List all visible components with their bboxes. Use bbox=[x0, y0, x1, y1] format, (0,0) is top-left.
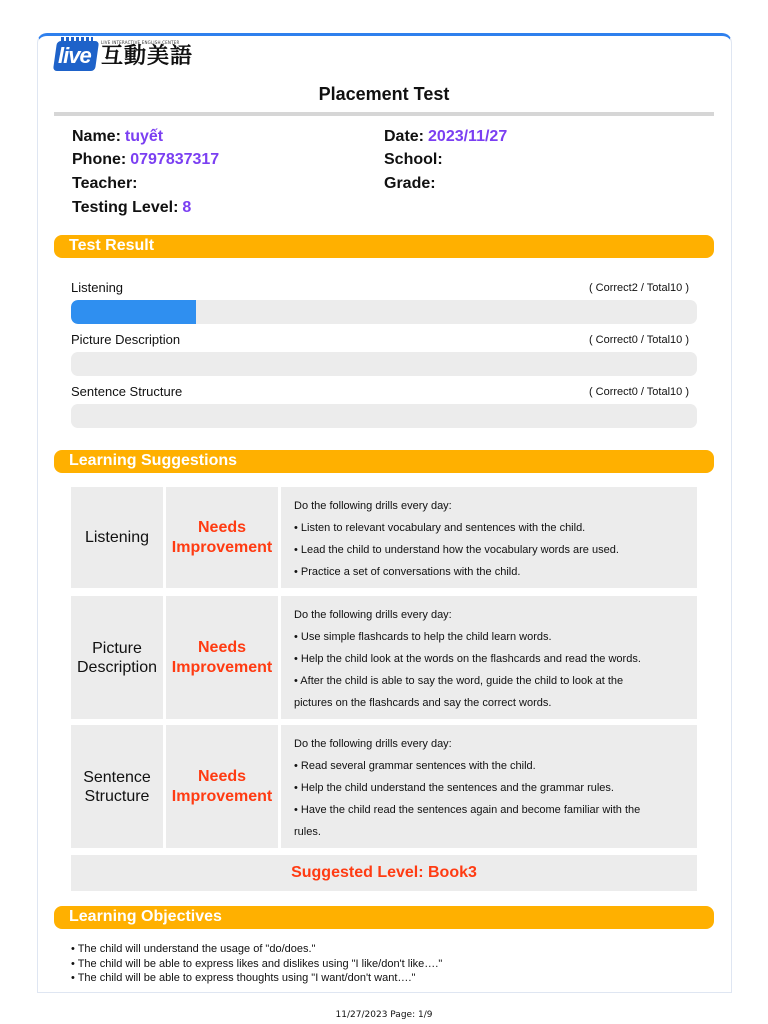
score-label-listening: Listening bbox=[71, 280, 124, 295]
learning-objectives-heading: Learning Objectives bbox=[54, 906, 714, 929]
test-result-heading: Test Result bbox=[54, 235, 714, 258]
page-footer: 11/27/2023 Page: 1/9 bbox=[335, 1010, 433, 1020]
brand-chinese-name: 互動美語 bbox=[101, 43, 194, 69]
learning-objectives-list bbox=[71, 942, 442, 986]
phone-field: Phone: 0797837317 bbox=[72, 151, 220, 168]
brand-tagline: LIVE INTERACTIVE ENGLISH CENTER bbox=[101, 39, 180, 45]
school-field: School: bbox=[384, 151, 443, 168]
learning-suggestions-heading: Learning Suggestions bbox=[54, 450, 714, 473]
score-count-sentence-structure: ( Correct0 / Total10 ) bbox=[588, 386, 689, 398]
title-divider bbox=[54, 112, 714, 116]
grade-field: Grade: bbox=[384, 175, 436, 192]
suggestion-text: Do the following drills every day: • Listen to relevant vocabulary and sentences with the child. • Lead the child to understand how the vocabulary words are used. • Practice a set of conversations with the child. bbox=[281, 487, 697, 588]
suggestion-row-picture-description bbox=[71, 596, 697, 719]
suggestion-row-sentence-structure bbox=[71, 725, 697, 848]
progress-bar-listening bbox=[71, 300, 697, 324]
progress-fill-listening bbox=[71, 300, 196, 324]
list-item: • The child will be able to express thoughts using "I want/don't want…." bbox=[71, 972, 416, 984]
progress-bar-picture-description bbox=[71, 352, 697, 376]
suggestion-text: Do the following drills every day: • Use simple flashcards to help the child learn words. • Help the child look at the words on the flashcards and read the words. • After the child is able to say the word, guide the child to look at the pictures on the flashcards and say the correct words. bbox=[281, 596, 697, 719]
date-value: 2023/11/27 bbox=[428, 128, 508, 145]
page-title: Placement Test bbox=[318, 84, 450, 104]
brand-logo bbox=[55, 36, 193, 72]
testing-level-field: Testing Level: 8 bbox=[72, 199, 192, 216]
suggestion-skill: Picture Description bbox=[71, 596, 163, 719]
score-label-sentence-structure: Sentence Structure bbox=[71, 384, 183, 399]
score-label-picture-description: Picture Description bbox=[71, 332, 181, 347]
suggestion-status: Needs Improvement bbox=[166, 487, 278, 588]
testing-level-value: 8 bbox=[182, 199, 192, 216]
suggested-level: Suggested Level: Book3 bbox=[71, 855, 697, 891]
suggestion-skill: Listening bbox=[71, 487, 163, 588]
name-field: Name: tuyết bbox=[72, 128, 164, 145]
suggestion-row-listening bbox=[71, 487, 697, 588]
list-item: • The child will be able to express likes and dislikes using "I like/don't like…." bbox=[71, 957, 443, 970]
suggestion-status: Needs Improvement bbox=[166, 596, 278, 719]
teacher-field: Teacher: bbox=[72, 175, 138, 192]
suggestion-text: Do the following drills every day: • Read several grammar sentences with the child. • Help the child understand the sentences and the grammar rules. • Have the child read the sentences again and become familiar with the rules. bbox=[281, 725, 697, 848]
date-field: Date: 2023/11/27 bbox=[384, 128, 508, 145]
score-count-listening: ( Correct2 / Total10 ) bbox=[588, 282, 689, 294]
list-item: • The child will understand the usage of "do/does." bbox=[71, 943, 316, 955]
score-count-picture-description: ( Correct0 / Total10 ) bbox=[588, 334, 689, 346]
suggestion-skill: Sentence Structure bbox=[71, 725, 163, 848]
name-value: tuyết bbox=[124, 128, 164, 145]
phone-value: 0797837317 bbox=[130, 151, 220, 168]
live-logo-icon: live bbox=[55, 37, 99, 71]
suggestion-status: Needs Improvement bbox=[166, 725, 278, 848]
progress-bar-sentence-structure bbox=[71, 404, 697, 428]
